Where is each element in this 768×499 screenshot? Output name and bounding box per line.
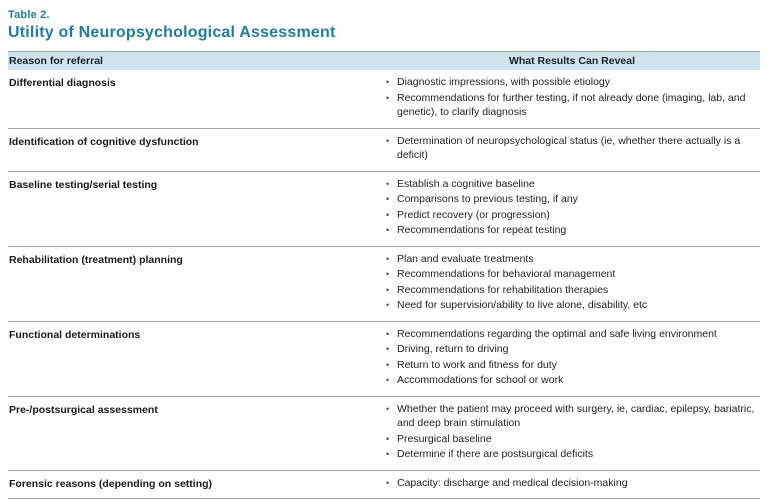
reveal-list [384,476,760,491]
reason-text: Functional determinations [9,329,140,341]
reveal-list [384,252,760,313]
reveals-cell [384,327,760,389]
reason-cell [8,476,384,492]
reason-cell [8,177,384,239]
reason-text: Pre-/postsurgical assessment [9,404,158,416]
reveal-item: • Recommendations for further testing, if not already done (imaging, lab, and genetic), to clarify diagnosis [384,91,760,120]
reason-cell [8,252,384,314]
reveals-cell [384,476,760,492]
reveal-item: • Comparisons to previous testing, if any [384,192,760,207]
reason-text: Identification of cognitive dysfunction [9,136,199,148]
reveal-item: • Need for supervision/ability to live alone, disability, etc [384,298,760,313]
reveal-list [384,75,760,120]
reveal-item: • Accommodations for school or work [384,373,760,388]
reveal-item: • Recommendations for repeat testing [384,223,760,238]
table-row [8,322,760,397]
reveals-cell [384,177,760,239]
reveals-cell [384,75,760,121]
reveals-cell [384,134,760,164]
table-row [8,172,760,247]
reason-cell [8,402,384,463]
reason-text: Forensic reasons (depending on setting) [9,478,212,490]
reveal-item: • Predict recovery (or progression) [384,208,760,223]
reveal-list [384,327,760,388]
reveal-item: • Plan and evaluate treatments [384,252,760,267]
reveal-item: • Determine if there are postsurgical deficits [384,447,760,462]
reason-text: Differential diagnosis [9,77,116,89]
reason-cell [8,75,384,121]
table-label: Table 2. [8,9,760,21]
table-header-row [8,51,760,70]
reveal-item: • Recommendations for behavioral management [384,267,760,282]
reveal-item: • Determination of neuropsychological status (ie, whether there actually is a deficit) [384,134,760,163]
table-row [8,129,760,172]
reveal-item: • Presurgical baseline [384,432,760,447]
reveal-item: • Diagnostic impressions, with possible etiology [384,75,760,90]
reveals-cell [384,252,760,314]
table-row [8,471,760,499]
reveal-item: • Establish a cognitive baseline [384,177,760,192]
table-row [8,397,760,471]
header-reason-for-referral: Reason for referral [8,55,384,67]
reason-cell [8,327,384,389]
reveal-item: • Whether the patient may proceed with surgery, ie, cardiac, epilepsy, bariatric, and deep brain stimulation [384,402,760,431]
table-row [8,247,760,322]
reveal-list [384,177,760,238]
reveal-item: • Driving, return to driving [384,342,760,357]
table-row [8,70,760,129]
header-what-results-can-reveal: What Results Can Reveal [384,55,760,67]
reveal-item: • Capacity: discharge and medical decision-making [384,476,760,491]
reason-text: Baseline testing/serial testing [9,179,157,191]
table-body [8,70,760,499]
reveal-list [384,134,760,163]
reveal-item: • Recommendations for rehabilitation therapies [384,283,760,298]
reveal-item: • Recommendations regarding the optimal and safe living environment [384,327,760,342]
reason-cell [8,134,384,164]
reason-text: Rehabilitation (treatment) planning [9,254,183,266]
referral-utility-table [8,51,760,499]
reveal-item: • Return to work and fitness for duty [384,358,760,373]
reveals-cell [384,402,760,463]
table-title: Utility of Neuropsychological Assessment [8,24,760,42]
reveal-list [384,402,760,462]
